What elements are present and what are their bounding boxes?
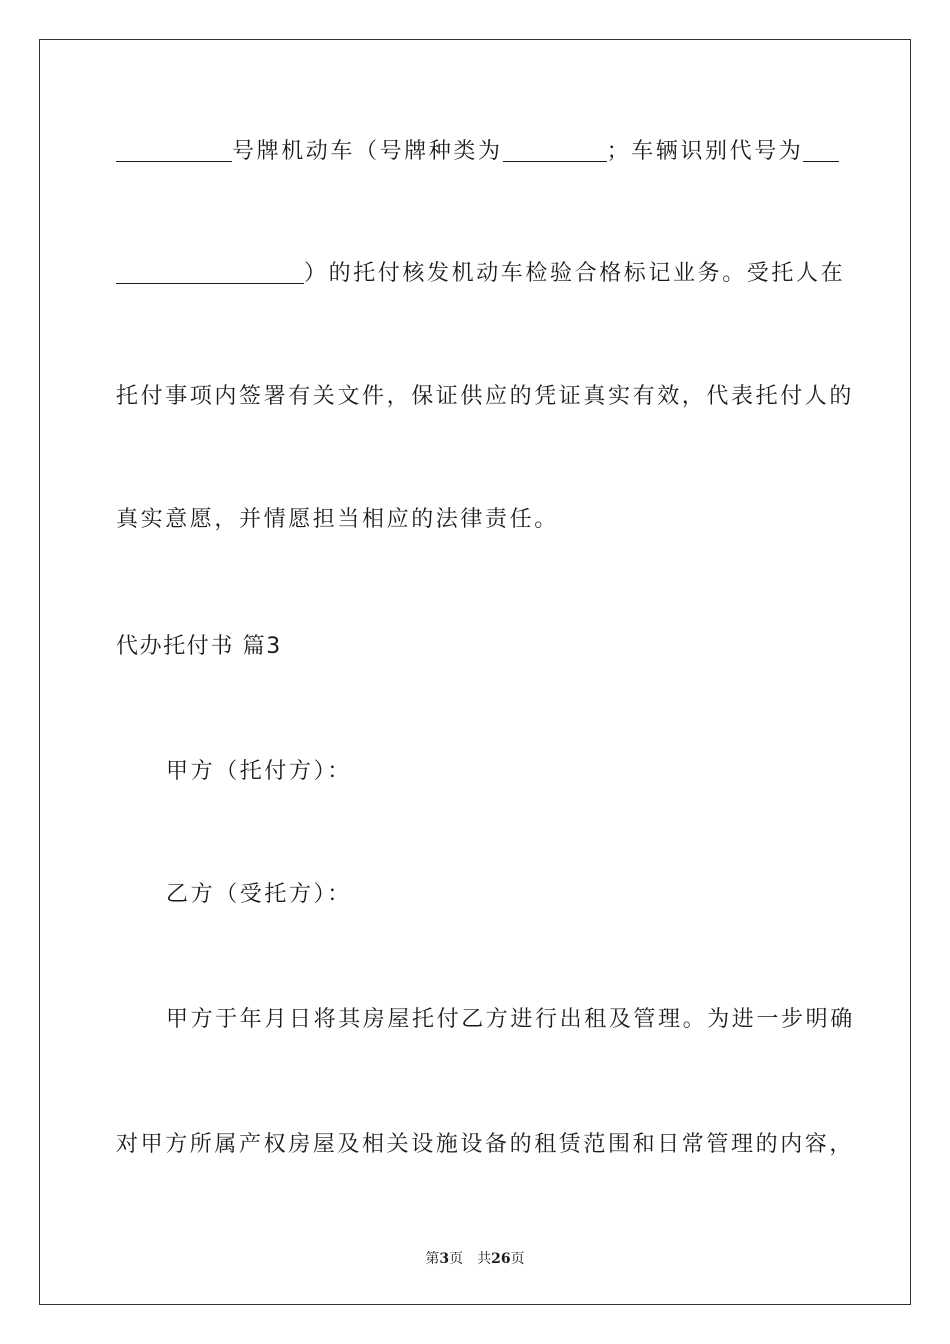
- footer-suffix: 页: [510, 1251, 525, 1267]
- blank-field-vin-end: [116, 261, 304, 284]
- paragraph-line-1: 甲方于年月日将其房屋托付乙方进行出租及管理。为进一步明确: [166, 1007, 855, 1032]
- paragraph-line-2: 对甲方所属产权房屋及相关设施设备的租赁范围和日常管理的内容，: [116, 1132, 855, 1157]
- footer-total-pages: 26: [491, 1251, 511, 1267]
- footer-middle: 页 共: [449, 1251, 492, 1267]
- text-vin-label: ；车辆识别代号为: [606, 139, 804, 164]
- body-line-1: [116, 137, 836, 167]
- body-line-4: 真实意愿，并情愿担当相应的法律责任。: [116, 507, 559, 532]
- section-heading: 代办托付书 篇3: [116, 634, 282, 659]
- text-business-scope: ）的托付核发机动车检验合格标记业务。受托人在: [304, 261, 846, 286]
- party-a-label: 甲方（托付方）：: [166, 759, 352, 784]
- page-frame: [39, 39, 911, 1305]
- footer-current-page: 3: [439, 1251, 450, 1267]
- page-footer: [0, 1248, 950, 1268]
- text-plate-vehicle: 号牌机动车（号牌种类为: [232, 139, 503, 164]
- blank-field-vin-start: [803, 139, 839, 162]
- party-b-label: 乙方（受托方）：: [166, 882, 352, 907]
- body-line-3: 托付事项内签署有关文件，保证供应的凭证真实有效，代表托付人的: [116, 384, 855, 409]
- blank-field-plate-type: [503, 139, 607, 162]
- blank-field-plate-number: [116, 139, 232, 162]
- body-line-2: [116, 259, 846, 289]
- footer-prefix: 第: [425, 1251, 440, 1267]
